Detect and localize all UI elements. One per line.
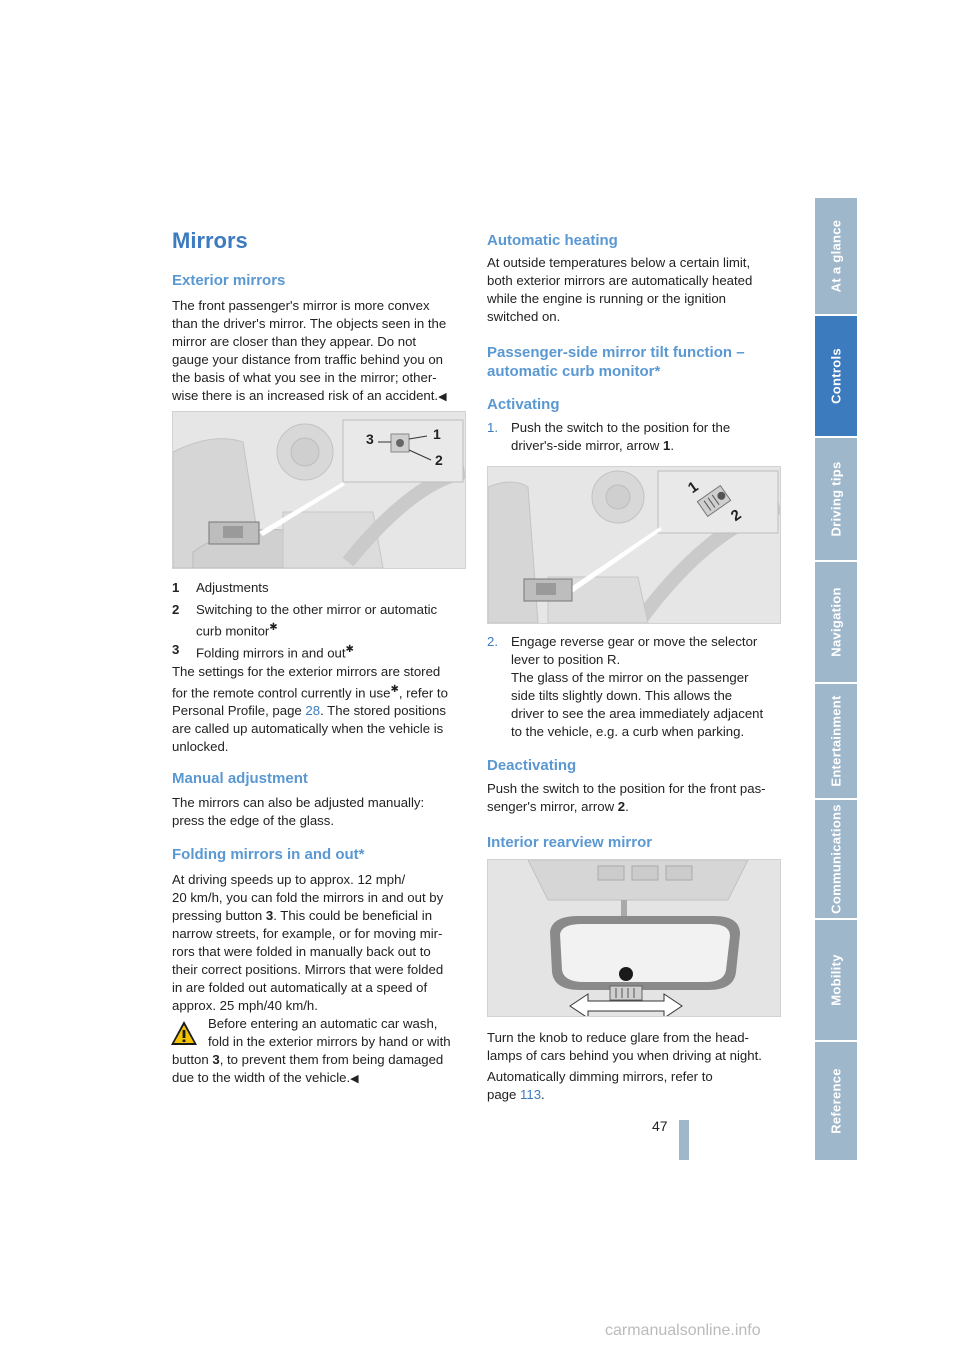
- tilt-switch-figure: [487, 466, 781, 624]
- end-mark-icon: ◀: [438, 391, 447, 403]
- interior-mirror-heading: Interior rearview mirror: [487, 834, 653, 851]
- option-star-icon: ✱: [345, 644, 354, 655]
- dashboard-illustration: [488, 467, 780, 623]
- manual-adjustment-text: The mirrors can also be adjusted manually: press the edge of the glass.: [172, 795, 425, 828]
- glare-text: Turn the knob to reduce glare from the head- lamps of cars behind you when driving at night.: [487, 1030, 762, 1063]
- page-number: 47: [652, 1118, 668, 1134]
- warning-text-continued: button 3, to prevent them from being damaged due to the width of the vehicle.◀: [172, 1052, 444, 1085]
- tab-mobility[interactable]: Mobility: [815, 920, 857, 1042]
- page-title: Mirrors: [172, 228, 248, 253]
- tab-driving-tips[interactable]: Driving tips: [815, 438, 857, 562]
- tilt-function-heading: Passenger-side mirror tilt function – automatic curb monitor*: [487, 344, 745, 380]
- list-item: 3 Folding mirrors in and out✱: [172, 642, 354, 661]
- watermark: carmanualsonline.info: [605, 1322, 761, 1339]
- rearview-mirror-illustration: [488, 860, 780, 1016]
- tab-navigation[interactable]: Navigation: [815, 562, 857, 684]
- warning-triangle-icon: [170, 1020, 198, 1046]
- tab-controls[interactable]: Controls: [815, 316, 857, 438]
- list-item: 1 Adjustments: [172, 580, 269, 595]
- dashboard-illustration: [173, 412, 465, 568]
- list-item: 2 Switching to the other mirror or automatic curb monitor✱: [172, 602, 438, 639]
- stored-settings-paragraph: The settings for the exterior mirrors are stored for the remote control currently in use✱, refer to Personal Profile, page 28. The stored positions are called up automatically when the vehicle is unlocked.: [172, 664, 448, 755]
- exterior-mirror-switch-figure: [172, 411, 466, 569]
- automatic-heating-text: At outside temperatures below a certain limit, both exterior mirrors are automatically heated while the engine is running or the ignition switched on.: [487, 255, 753, 324]
- manual-adjustment-heading: Manual adjustment: [172, 770, 308, 787]
- tab-entertainment[interactable]: Entertainment: [815, 684, 857, 800]
- step-1: 1. Push the switch to the position for the driver's-side mirror, arrow 1.: [487, 420, 731, 453]
- step-2: 2. Engage reverse gear or move the selector lever to position R. The glass of the mirror on the passenger side tilts slightly down. This allows the driver to see the area immediately adjacent to the vehicle, e.g. a curb when parking.: [487, 634, 764, 739]
- dimming-text: Automatically dimming mirrors, refer to page 113.: [487, 1069, 713, 1102]
- figure-label-2: 2: [727, 506, 745, 525]
- chapter-nav: [815, 198, 857, 1160]
- tab-reference[interactable]: Reference: [815, 1042, 857, 1162]
- figure-label-1: 1: [684, 478, 702, 497]
- warning-text: Before entering an automatic car wash, fold in the exterior mirrors by hand or with: [208, 1016, 451, 1049]
- activating-heading: Activating: [487, 396, 560, 413]
- exterior-intro: The front passenger's mirror is more convex than the driver's mirror. The objects seen in the mirror are closer than they appear. Do not gauge your distance from traffic behind you on the basis of what you see in the mirror; other- wise there is an increased risk of an accident.◀: [172, 298, 447, 403]
- folding-mirrors-text: At driving speeds up to approx. 12 mph/ 20 km/h, you can fold the mirrors in and out by pressing button 3. This could be beneficial in narrow streets, for example, or for moving mir- rors that were folded in manually back out to their correct positions. Mirrors that were folded in are folded out automatically at a speed of approx. 25 mph/40 km/h.: [172, 872, 444, 1013]
- tab-at-a-glance[interactable]: At a glance: [815, 198, 857, 316]
- deactivating-heading: Deactivating: [487, 757, 577, 774]
- page-link-28[interactable]: 28: [305, 703, 321, 719]
- interior-mirror-figure: [487, 859, 781, 1017]
- deactivating-text: Push the switch to the position for the front pas- senger's mirror, arrow 2.: [487, 781, 766, 814]
- tab-communications[interactable]: Communications: [815, 800, 857, 920]
- page-marker-bar: [679, 1120, 689, 1160]
- end-mark-icon: ◀: [350, 1073, 359, 1085]
- exterior-mirrors-heading: Exterior mirrors: [172, 272, 286, 289]
- option-star-icon: ✱: [390, 684, 399, 695]
- option-star-icon: ✱: [269, 622, 278, 633]
- page-link-113[interactable]: 113: [520, 1087, 542, 1102]
- automatic-heating-heading: Automatic heating: [487, 232, 618, 249]
- figure-label-3: 3: [366, 431, 374, 447]
- figure-label-2: 2: [435, 452, 443, 468]
- folding-mirrors-heading: Folding mirrors in and out*: [172, 846, 365, 863]
- figure-label-1: 1: [433, 426, 441, 442]
